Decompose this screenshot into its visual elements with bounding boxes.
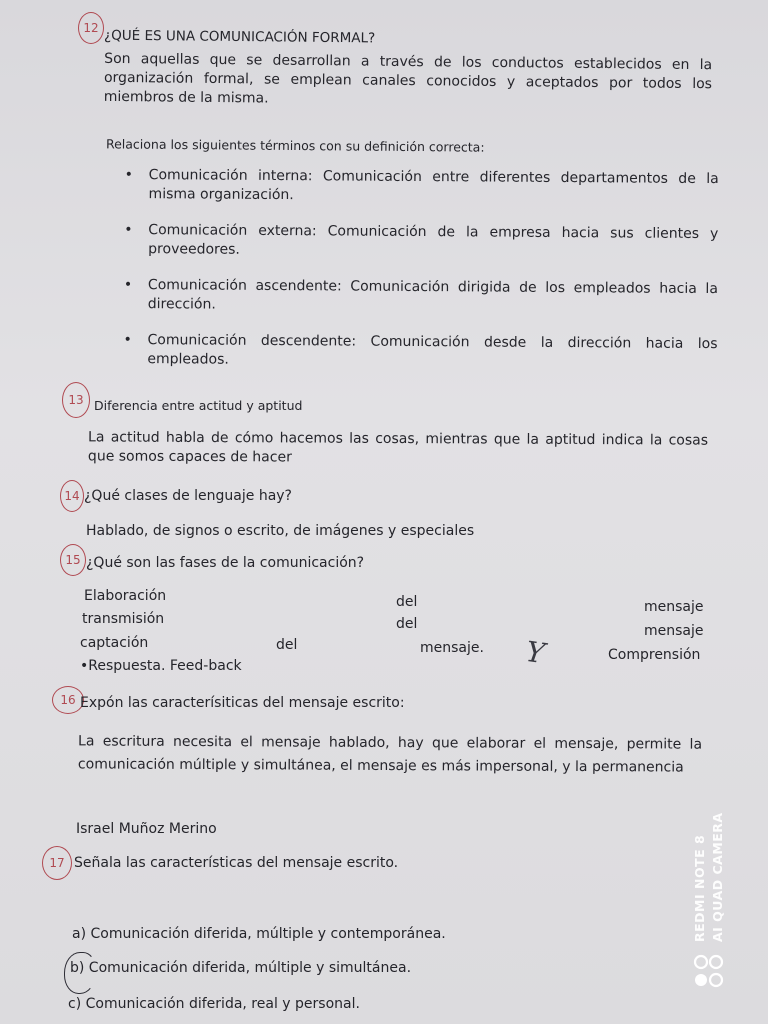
list-item: • Comunicación interna: Comunicación entre diferentes departamentos de la misma organización. <box>119 166 719 208</box>
word: •Respuesta. Feed-back <box>80 658 242 674</box>
answer-line: comunicación múltiple y simultánea, el mensaje es más impersonal, y la permanencia <box>77 756 684 776</box>
word: del <box>276 637 298 653</box>
question-title: Expón las caracterísiticas del mensaje escrito: <box>80 695 405 711</box>
camera-logo-icon <box>692 952 726 992</box>
word: mensaje <box>644 599 704 615</box>
answer-line: La actitud habla de cómo hacemos las cosas, mientras que la aptitud indica la cosas <box>88 429 709 449</box>
question-title: ¿Qué clases de lenguaje hay? <box>84 488 292 504</box>
question-number-circle <box>78 12 104 44</box>
list-item: • Comunicación externa: Comunicación de la empresa hacia sus clientes y proveedores. <box>118 221 718 263</box>
question-number: 12 <box>83 21 99 35</box>
word: Elaboración <box>84 588 167 604</box>
answer-paragraph <box>78 732 702 777</box>
question-title: ¿Qué son las fases de la comunicación? <box>86 555 365 571</box>
question-number-circle <box>60 480 84 512</box>
question-number-circle <box>62 382 90 418</box>
answer-paragraph <box>88 428 708 469</box>
question-title: Diferencia entre actitud y aptitud <box>94 398 303 413</box>
word: transmisión <box>82 611 165 627</box>
author-name: Israel Muñoz Merino <box>76 821 217 837</box>
question-number: 14 <box>64 489 80 503</box>
answer-line: que somos capaces de hacer <box>87 448 292 466</box>
question-title: Señala las características del mensaje escrito. <box>74 855 399 871</box>
answer-text: Hablado, de signos o escrito, de imágenes y especiales <box>86 523 475 539</box>
answer-line: organización formal, se emplean canales conocidos y aceptados por todos los <box>103 69 713 93</box>
question-number: 13 <box>68 393 84 407</box>
watermark-line: AI QUAD CAMERA <box>710 812 725 942</box>
answer-paragraph <box>104 50 713 113</box>
word: mensaje. <box>420 640 484 656</box>
question-number: 17 <box>49 856 65 870</box>
answer-line: La escritura necesita el mensaje hablado, hay que elaborar el mensaje, permite la <box>78 733 703 753</box>
question-number: 15 <box>65 553 81 567</box>
question-number-circle <box>60 544 86 576</box>
option-c: c) Comunicación diferida, real y personal. <box>68 996 360 1012</box>
instruction-text: Relaciona los siguientes términos con su definición correcta: <box>105 136 485 155</box>
list-item: • Comunicación ascendente: Comunicación dirigida de los empleados hacia la dirección. <box>118 276 718 318</box>
term-definition-list <box>117 166 719 390</box>
word: captación <box>80 635 149 651</box>
word: del <box>396 594 418 610</box>
word: Comprensión <box>608 647 701 663</box>
handwritten-mark: Y <box>523 634 547 671</box>
option-b: b) Comunicación diferida, múltiple y simultánea. <box>70 960 412 976</box>
word: mensaje <box>644 623 704 639</box>
word: del <box>396 616 418 632</box>
option-a: a) Comunicación diferida, múltiple y contemporánea. <box>72 926 446 942</box>
answer-line: Son aquellas que se desarrollan a través de los conductos establecidos en la <box>104 50 713 74</box>
list-item: • Comunicación descendente: Comunicación desde la dirección hacia los empleados. <box>117 331 717 373</box>
question-title: ¿QUÉ ES UNA COMUNICACIÓN FORMAL? <box>103 27 376 47</box>
answer-line: miembros de la misma. <box>103 88 269 107</box>
question-number-circle <box>42 846 72 880</box>
watermark-line: REDMI NOTE 8 <box>692 834 707 942</box>
question-number: 16 <box>60 693 76 707</box>
